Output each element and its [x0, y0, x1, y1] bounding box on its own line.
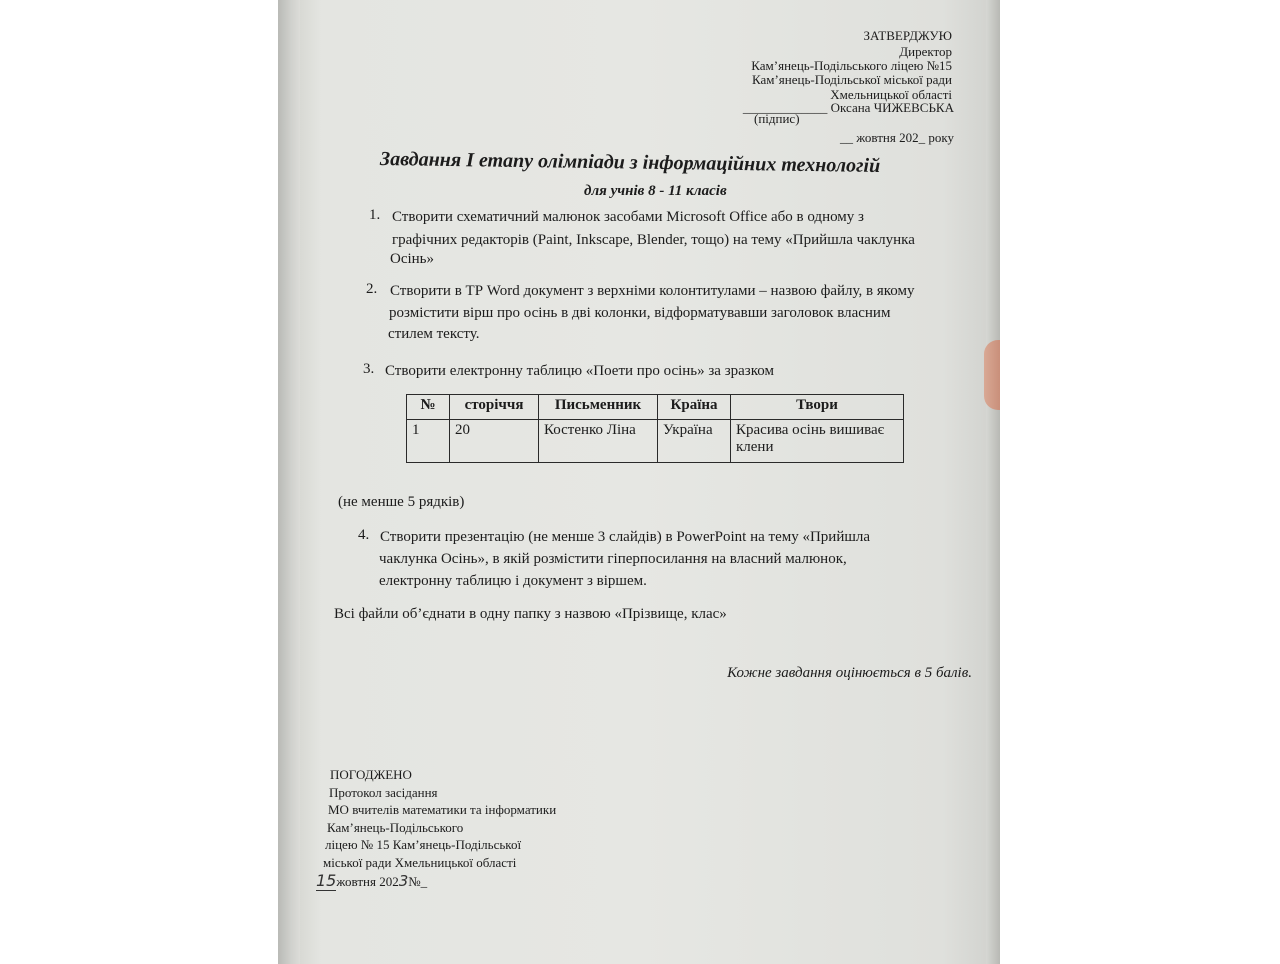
column-header-century: сторіччя	[450, 395, 539, 420]
files-note: Всі файли об’єднати в одну папку з назвою «Прізвище, клас»	[334, 606, 727, 622]
approval-date: __ жовтня 202_ року	[840, 130, 954, 145]
agreed-lyceum: ліцею № 15 Кам’янець-Подільської	[325, 837, 522, 852]
task-number: 1.	[369, 207, 381, 223]
approval-position: Директор	[899, 44, 952, 59]
grading-note: Кожне завдання оцінюється в 5 балів.	[727, 665, 972, 681]
task-line: стилем тексту.	[388, 326, 480, 342]
task-number: 3.	[363, 361, 375, 377]
table-cell: 20	[450, 420, 539, 463]
approval-institution: Кам’янець-Подільського ліцею №15	[751, 58, 952, 73]
task-line: Створити схематичний малюнок засобами Microsoft Office або в одному з	[392, 209, 864, 225]
page-title: Завдання І етапу олімпіади з інформаційних технологій	[379, 148, 881, 177]
table-cell: Красива осінь вишиває клени	[731, 420, 904, 463]
agreed-council: міської ради Хмельницької області	[323, 855, 517, 870]
table-cell: Україна	[658, 420, 731, 463]
date-month: жовтня 202	[336, 874, 399, 889]
column-header-works: Твори	[731, 395, 904, 420]
task-line: чаклунка Осінь», в якій розмістити гіперпосилання на власний малюнок,	[379, 551, 847, 567]
table-header-row	[407, 395, 904, 420]
task-line: розмістити вірш про осінь в дві колонки, відформатувавши заголовок власним	[389, 305, 891, 321]
approval-region: Хмельницької області	[830, 87, 952, 102]
task-line: електронну таблицю і документ з віршем.	[379, 573, 647, 589]
task-line: Створити в ТР Word документ з верхніми колонтитулами – назвою файлу, в якому	[390, 283, 915, 299]
task-line: графічних редакторів (Paint, Inkscape, Blender, тощо) на тему «Прийшла чаклунка	[392, 232, 915, 248]
binder-edge-left	[278, 0, 300, 964]
binder-edge-right	[986, 0, 1000, 964]
handwritten-year-digit: 3	[398, 872, 409, 890]
agreed-protocol: Протокол засідання	[329, 785, 438, 800]
approval-signature-caption: (підпис)	[754, 111, 800, 126]
column-header-writer: Письменник	[539, 395, 658, 420]
table-cell: 1	[407, 420, 450, 463]
agreed-city: Кам’янець-Подільського	[327, 820, 464, 835]
agreed-commission: МО вчителів математики та інформатики	[328, 802, 557, 817]
table-note: (не менше 5 рядків)	[338, 494, 465, 510]
agreed-date	[316, 872, 427, 891]
approval-council: Кам’янець-Подільської міської ради	[751, 72, 952, 87]
poets-table	[406, 394, 904, 463]
agreed-heading: ПОГОДЖЕНО	[330, 767, 412, 782]
column-header-country: Країна	[658, 395, 731, 420]
table-row	[407, 420, 904, 463]
approval-signature-line: _____________ Оксана ЧИЖЕВСЬКА	[742, 100, 954, 115]
table-cell: Костенко Ліна	[539, 420, 658, 463]
task-number: 2.	[366, 281, 378, 297]
approval-heading: ЗАТВЕРДЖУЮ	[863, 28, 952, 43]
task-line: Створити презентацію (не менше 3 слайдів) в PowerPoint на тему «Прийшла	[380, 529, 871, 545]
handwritten-day: 15	[316, 871, 337, 890]
task-line: Осінь»	[390, 251, 435, 267]
task-line: Створити електронну таблицю «Поети про осінь» за зразком	[385, 363, 774, 379]
fingertip	[984, 340, 1000, 410]
task-number: 4.	[358, 527, 370, 543]
page-subtitle: для учнів 8 - 11 класів	[584, 183, 727, 199]
date-suffix: №_	[408, 874, 428, 889]
column-header-number: №	[407, 395, 450, 420]
